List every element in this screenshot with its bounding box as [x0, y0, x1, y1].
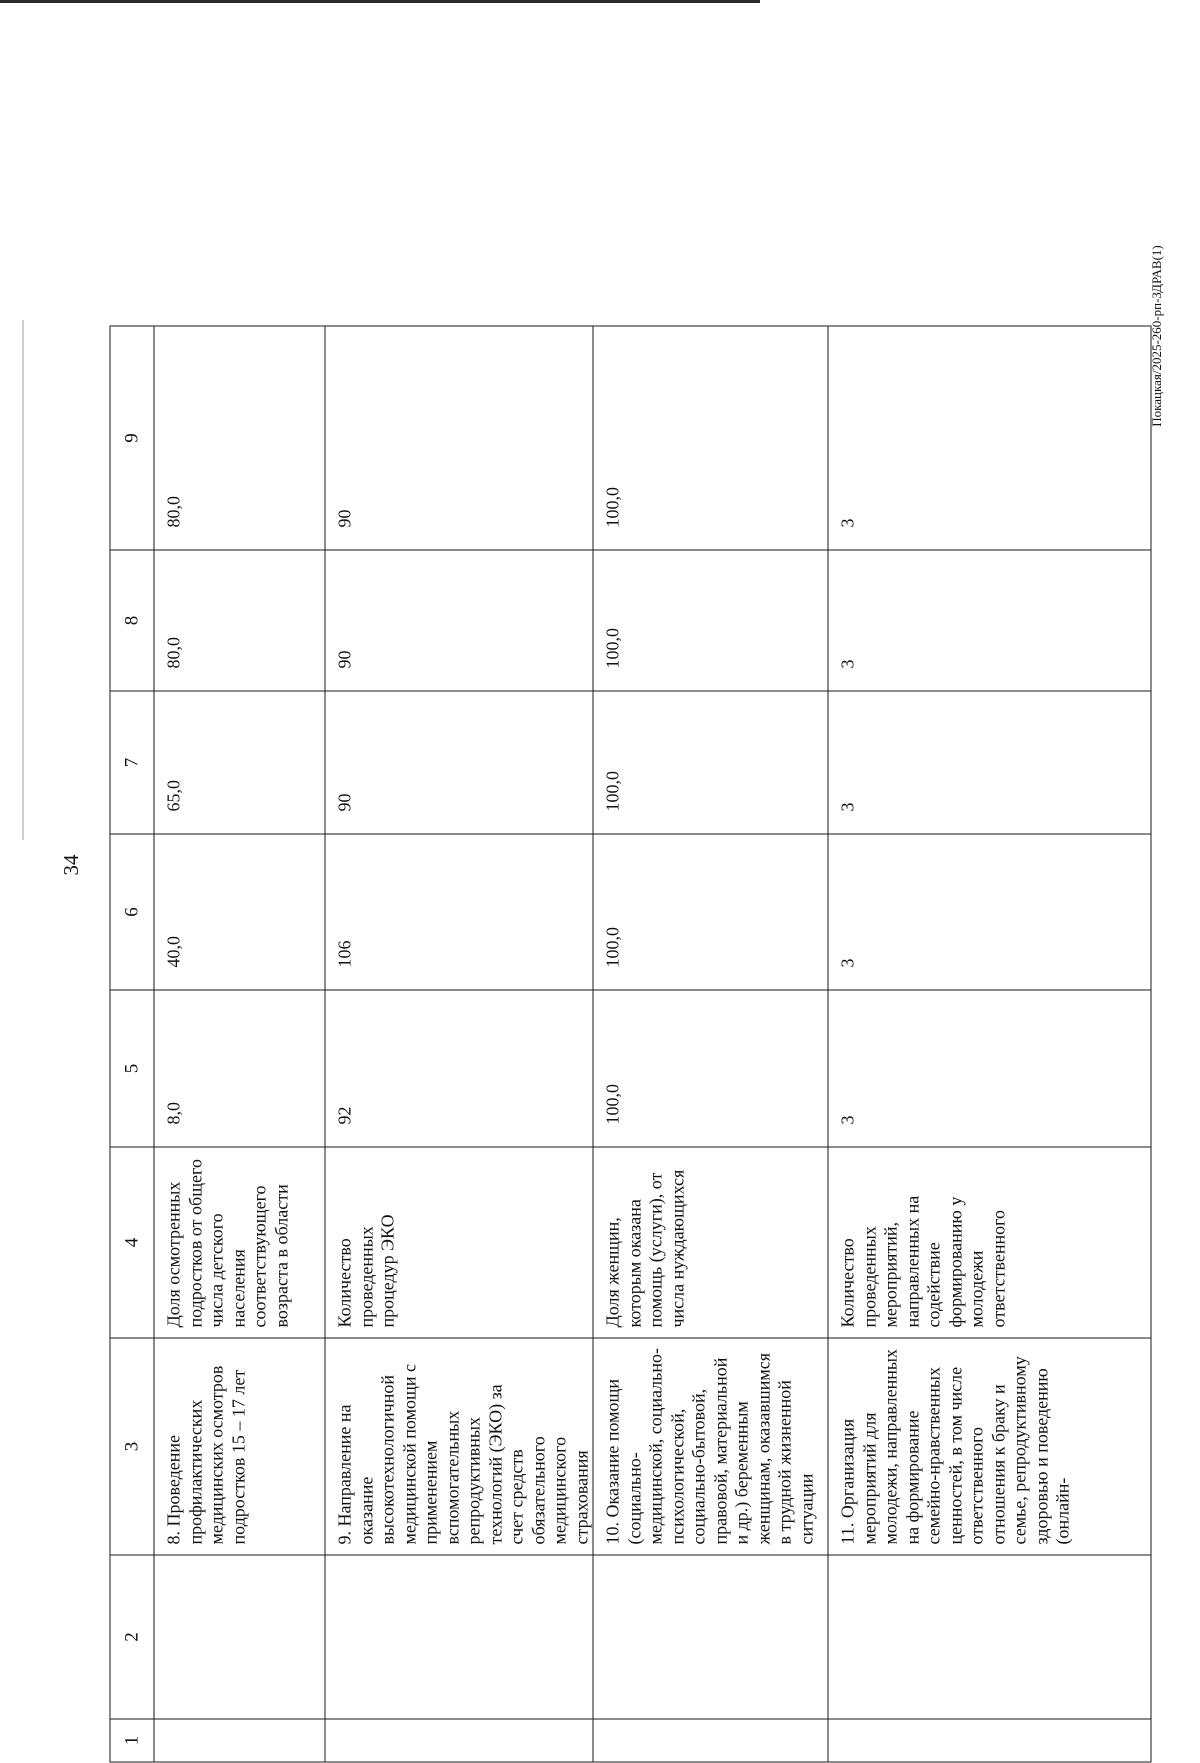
cell-value-6: 40,0 — [154, 834, 325, 990]
cell-col1 — [828, 1719, 1151, 1762]
cell-col2 — [828, 1555, 1151, 1719]
cell-value-7: 65,0 — [154, 691, 325, 834]
document-code: Покацкая/2025-260-рп-ЗДРАВ(1) — [1149, 245, 1164, 427]
cell-event: 8. Проведение профилактических медицинских осмотров подростков 15 – 17 лет — [154, 1338, 325, 1555]
column-header: 9 — [110, 326, 154, 550]
cell-value-9: 80,0 — [154, 326, 325, 550]
cell-col2 — [593, 1555, 828, 1719]
table-row — [154, 326, 325, 1762]
cell-value-9: 3 — [828, 326, 1151, 550]
table-row — [325, 326, 593, 1762]
cell-value-7: 3 — [828, 691, 1151, 834]
cell-value-8: 80,0 — [154, 550, 325, 691]
cell-event: 9. Направление на оказание высокотехнологичной медицинской помощи с применением вспомогательных репродуктивных технологий (ЭКО) за счет средств обязательного медицинского страхования — [325, 1338, 593, 1555]
cell-indicator: Доля осмотренных подростков от общего числа детского населения соответствующего возраста в области — [154, 1147, 325, 1338]
cell-value-6: 3 — [828, 834, 1151, 990]
cell-value-5: 8,0 — [154, 990, 325, 1147]
table-header-row — [110, 326, 154, 1762]
column-header: 1 — [110, 1719, 154, 1762]
cell-value-6: 100,0 — [593, 834, 828, 990]
column-header: 8 — [110, 550, 154, 691]
cell-value-5: 100,0 — [593, 990, 828, 1147]
cell-value-9: 100,0 — [593, 326, 828, 550]
cell-value-7: 90 — [325, 691, 593, 834]
cell-value-9: 90 — [325, 326, 593, 550]
page-number: 34 — [59, 854, 83, 876]
cell-col2 — [325, 1555, 593, 1719]
cell-value-7: 100,0 — [593, 691, 828, 834]
cell-indicator: Количество проведенных мероприятий, направленных на содействие формированию у молодежи ответственного — [828, 1147, 1151, 1338]
cell-col1 — [154, 1719, 325, 1762]
cell-event: 11. Организация мероприятий для молодежи, направленных на формирование семейно-нравственных ценностей, в том числе ответственного отношения к браку и семье, репродуктивному здоровью и поведению (онлайн- — [828, 1338, 1151, 1555]
table-row — [828, 326, 1151, 1762]
cell-indicator: Количество проведенных процедур ЭКО — [325, 1147, 593, 1338]
column-header: 6 — [110, 834, 154, 990]
scan-edge-line — [22, 320, 24, 840]
cell-value-8: 100,0 — [593, 550, 828, 691]
cell-value-8: 3 — [828, 550, 1151, 691]
cell-event: 10. Оказание помощи (социально-медицинской, социально-психологической, социально-бытовой, правовой, материальной и др.) беременным женщинам, оказавшимся в трудной жизненной ситуации — [593, 1338, 828, 1555]
cell-col2 — [154, 1555, 325, 1719]
indicators-table — [110, 326, 1152, 1763]
cell-indicator: Доля женщин, которым оказана помощь (услуги), от числа нуждающихся — [593, 1147, 828, 1338]
column-header: 7 — [110, 691, 154, 834]
cell-col1 — [593, 1719, 828, 1762]
table-row — [593, 326, 828, 1762]
cell-value-5: 3 — [828, 990, 1151, 1147]
cell-value-5: 92 — [325, 990, 593, 1147]
cell-col1 — [325, 1719, 593, 1762]
column-header: 5 — [110, 990, 154, 1147]
column-header: 2 — [110, 1555, 154, 1719]
cell-value-6: 106 — [325, 834, 593, 990]
table-container — [110, 327, 1093, 1763]
column-header: 3 — [110, 1338, 154, 1555]
scan-edge-line — [0, 0, 760, 3]
cell-value-8: 90 — [325, 550, 593, 691]
column-header: 4 — [110, 1147, 154, 1338]
